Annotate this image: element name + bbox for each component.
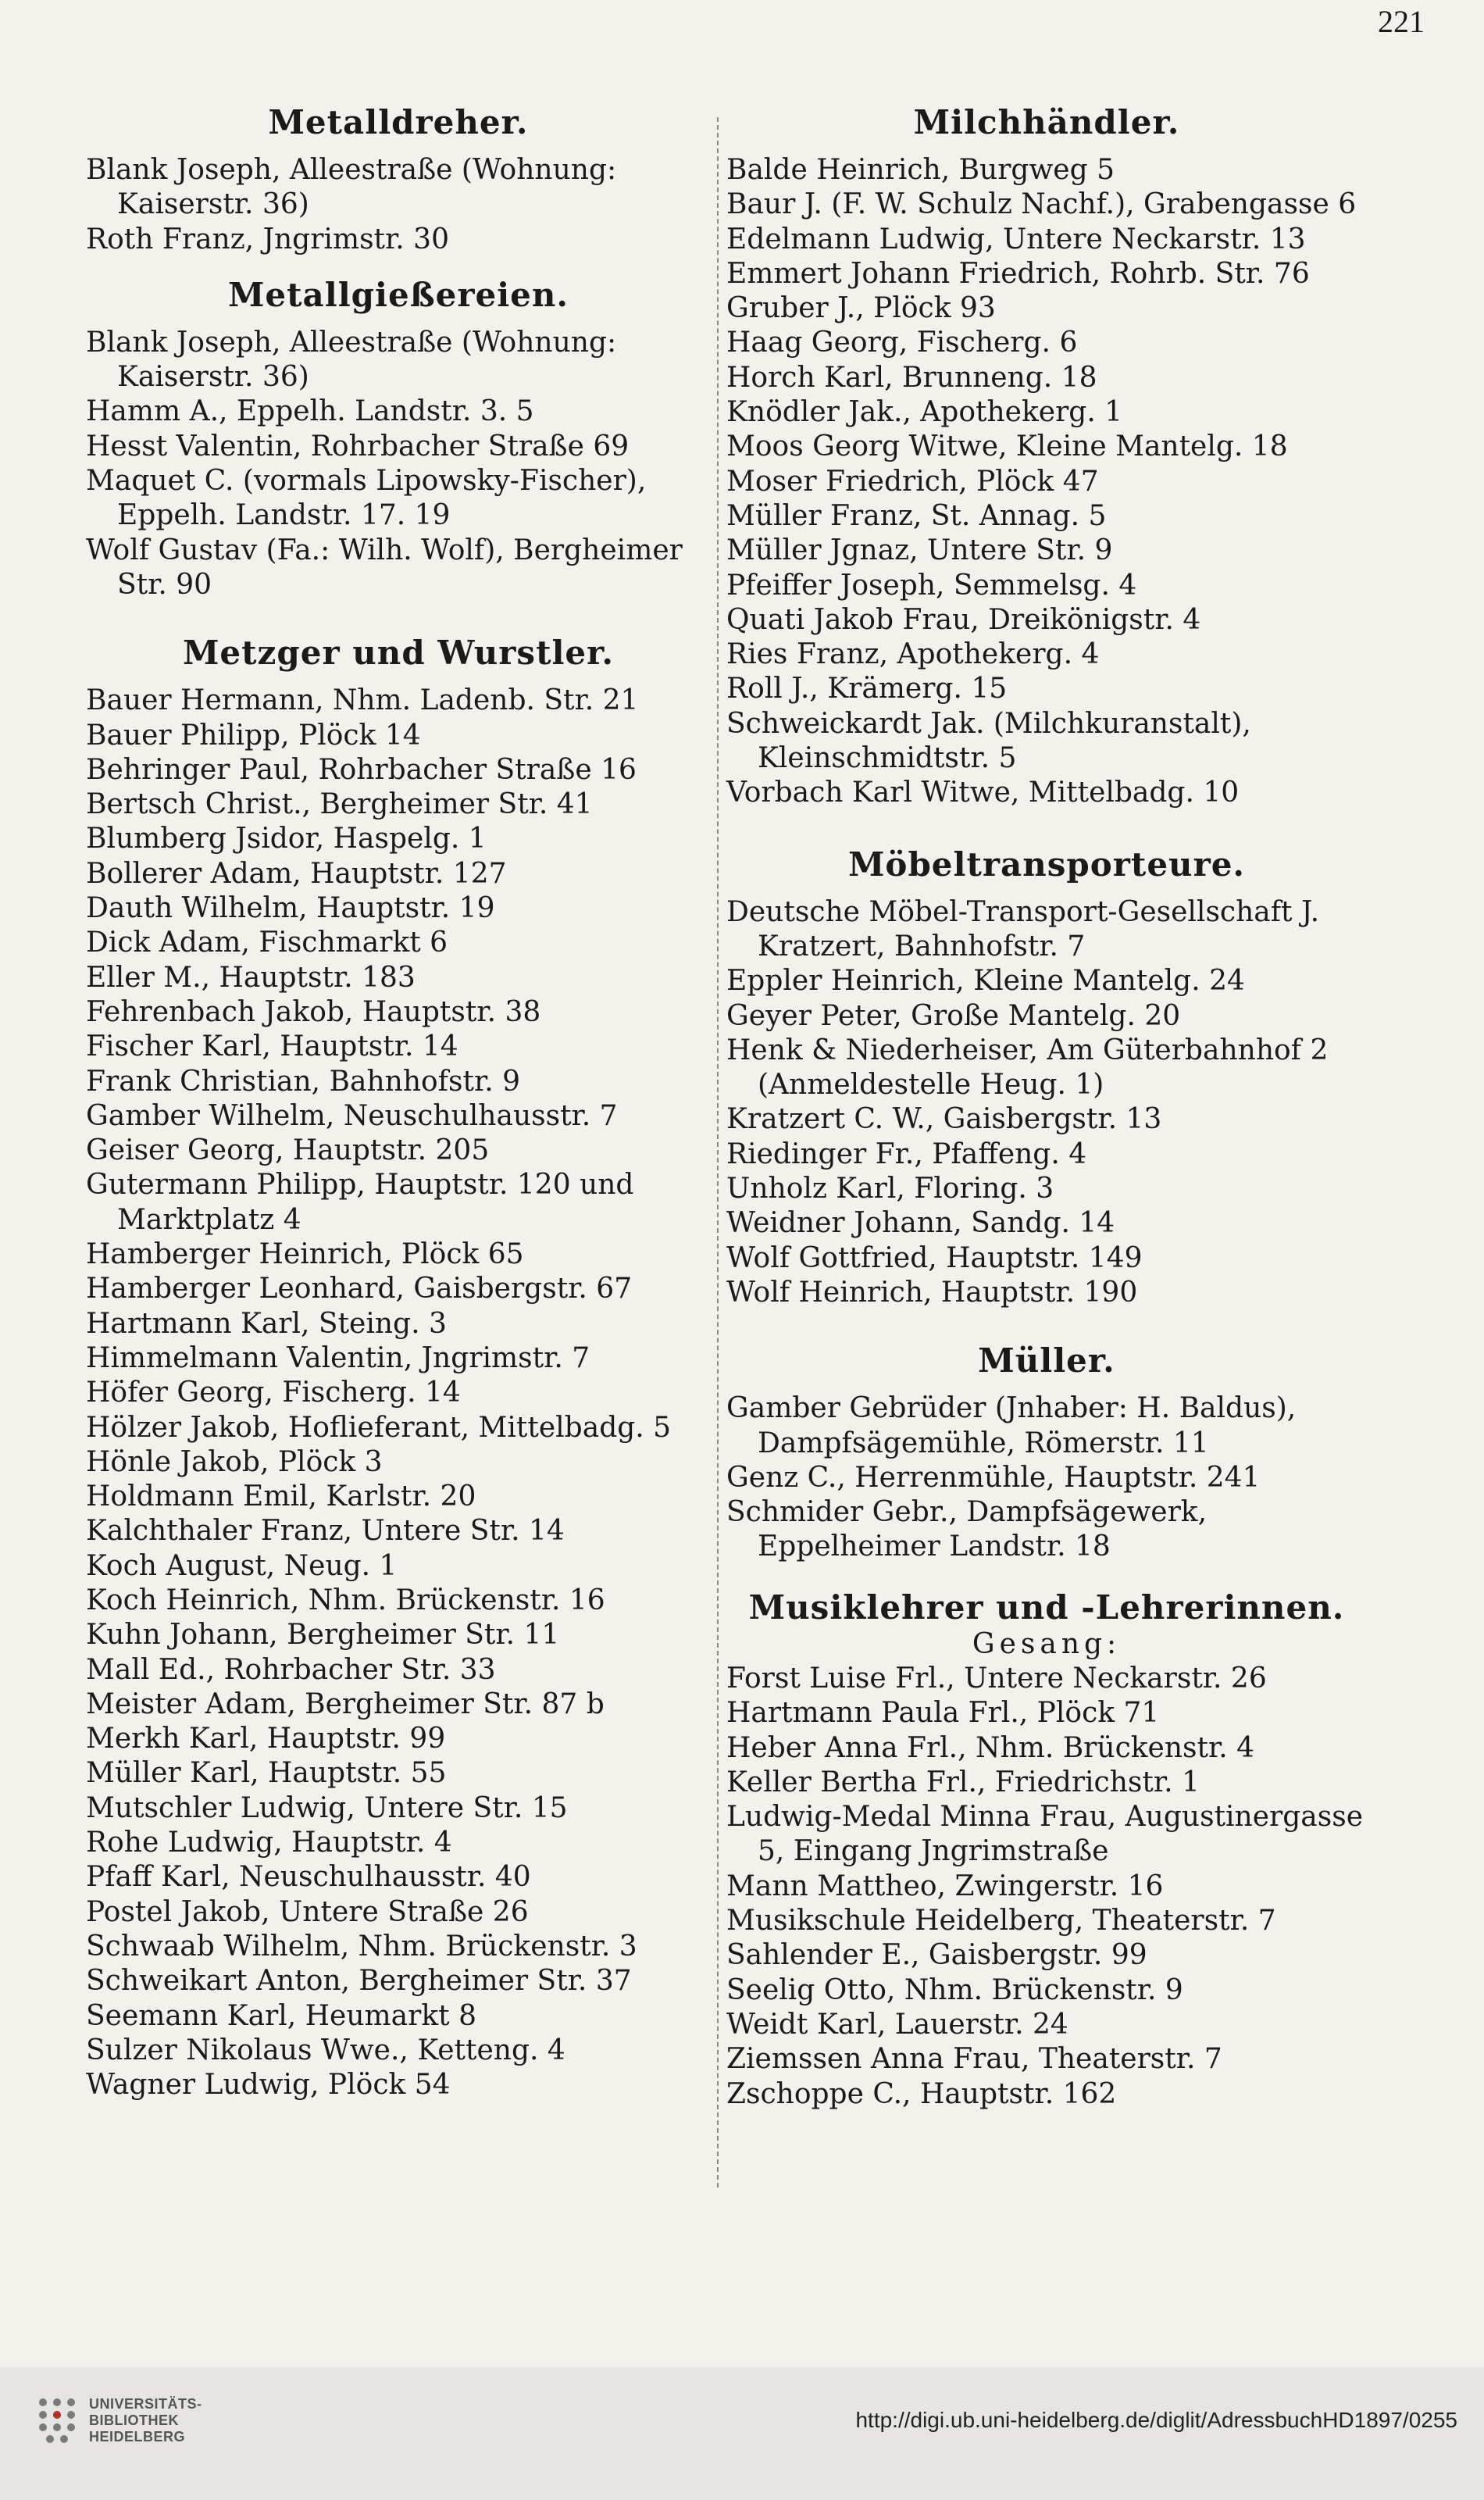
directory-entry: Blumberg Jsidor, Haspelg. 1 (86, 823, 487, 855)
directory-entry: Unholz Karl, Floring. 3 (726, 1173, 1054, 1205)
directory-entry: Blank Joseph, Alleestraße (Wohnung: Kaiserstr. 36) (86, 326, 617, 394)
left-column (86, 103, 711, 2102)
directory-entry: Moser Friedrich, Plöck 47 (726, 465, 1099, 498)
directory-entry: Hartmann Karl, Steing. 3 (86, 1307, 447, 1340)
directory-entry: Hamberger Heinrich, Plöck 65 (86, 1238, 524, 1271)
directory-entry: Seelig Otto, Nhm. Brückenstr. 9 (726, 1973, 1183, 2006)
directory-entry: Wolf Gottfried, Hauptstr. 149 (726, 1241, 1143, 1274)
directory-entry: Wolf Heinrich, Hauptstr. 190 (726, 1276, 1138, 1309)
directory-entry: Koch August, Neug. 1 (86, 1549, 398, 1582)
directory-entry: Roll J., Krämerg. 15 (726, 673, 1008, 705)
directory-entry: Wagner Ludwig, Plöck 54 (86, 2069, 451, 2102)
directory-entry: Bollerer Adam, Hauptstr. 127 (86, 857, 507, 890)
section (726, 103, 1367, 811)
directory-entry: Kalchthaler Franz, Untere Str. 14 (86, 1515, 565, 1548)
directory-entry: Quati Jakob Frau, Dreikönigstr. 4 (726, 603, 1201, 636)
directory-entry: Hölzer Jakob, Hoflieferant, Mittelbadg. 5 (86, 1411, 672, 1444)
footer-bar (0, 2367, 1484, 2500)
directory-entry: Bauer Hermann, Nhm. Ladenb. Str. 21 (86, 684, 639, 717)
directory-entry: Weidt Karl, Lauerstr. 24 (726, 2008, 1068, 2041)
library-name-line: UNIVERSITÄTS- (89, 2395, 202, 2412)
directory-entry: Dick Adam, Fischmarkt 6 (86, 927, 448, 959)
directory-entry: Edelmann Ludwig, Untere Neckarstr. 13 (726, 223, 1306, 255)
source-url[interactable]: http://digi.ub.uni-heidelberg.de/diglit/AdressbuchHD1897/0255 (855, 2408, 1457, 2432)
directory-entry: Vorbach Karl Witwe, Mittelbadg. 10 (726, 777, 1240, 809)
directory-entry: Knödler Jak., Apothekerg. 1 (726, 396, 1123, 429)
directory-entry: Schweickardt Jak. (Milchkuranstalt), Kleinschmidtstr. 5 (726, 707, 1251, 775)
directory-entry: Behringer Paul, Rohrbacher Straße 16 (86, 753, 637, 786)
directory-entry: Ziemssen Anna Frau, Theaterstr. 7 (726, 2043, 1222, 2076)
directory-entry: Haag Georg, Fischerg. 6 (726, 327, 1078, 359)
directory-entry: Fehrenbach Jakob, Hauptstr. 38 (86, 995, 541, 1028)
entry-list (726, 895, 1367, 1311)
section-title: Müller. (978, 1341, 1115, 1380)
section-title: Metalldreher. (268, 103, 529, 141)
directory-entry: Baur J. (F. W. Schulz Nachf.), Grabengasse 6 (726, 188, 1357, 221)
directory-entry: Gutermann Philipp, Hauptstr. 120 und Marktplatz 4 (86, 1169, 634, 1236)
directory-entry: Schmider Gebr., Dampfsägewerk, Eppelheimer Landstr. 18 (726, 1496, 1208, 1563)
directory-entry: Fischer Karl, Hauptstr. 14 (86, 1030, 458, 1063)
directory-entry: Gruber J., Plöck 93 (726, 292, 996, 325)
directory-entry: Höfer Georg, Fischerg. 14 (86, 1377, 461, 1409)
library-logo-icon (36, 2395, 78, 2445)
directory-entry: Ries Franz, Apothekerg. 4 (726, 638, 1100, 671)
library-logo (36, 2395, 202, 2445)
directory-entry: Eppler Heinrich, Kleine Mantelg. 24 (726, 965, 1245, 998)
section (726, 1588, 1367, 2112)
directory-entry: Bauer Philipp, Plöck 14 (86, 719, 421, 752)
directory-entry: Forst Luise Frl., Untere Neckarstr. 26 (726, 1662, 1267, 1695)
directory-entry: Mann Mattheo, Zwingerstr. 16 (726, 1870, 1164, 1902)
directory-entry: Maquet C. (vormals Lipowsky-Fischer), Eppelh. Landstr. 17. 19 (86, 465, 647, 532)
directory-entry: Moos Georg Witwe, Kleine Mantelg. 18 (726, 430, 1288, 463)
directory-entry: Blank Joseph, Alleestraße (Wohnung: Kaiserstr. 36) (86, 154, 617, 221)
directory-entry: Bertsch Christ., Bergheimer Str. 41 (86, 788, 593, 821)
section-title: Musiklehrer und -Lehrerinnen. (748, 1588, 1345, 1627)
page-number: 221 (1378, 4, 1425, 39)
entry-list (726, 153, 1367, 811)
directory-entry: Himmelmann Valentin, Jngrimstr. 7 (86, 1341, 590, 1374)
directory-entry: Pfeiffer Joseph, Semmelsg. 4 (726, 569, 1137, 602)
section (86, 634, 711, 2102)
directory-entry: Seemann Karl, Heumarkt 8 (86, 1999, 476, 2032)
directory-entry: Balde Heinrich, Burgweg 5 (726, 154, 1115, 186)
directory-entry: Müller Franz, St. Annag. 5 (726, 499, 1107, 532)
directory-entry: Rohe Ludwig, Hauptstr. 4 (86, 1827, 452, 1859)
directory-entry: Ludwig-Medal Minna Frau, Augustinergasse 5, Eingang Jngrimstraße (726, 1801, 1364, 1868)
directory-entry: Horch Karl, Brunneng. 18 (726, 361, 1097, 394)
directory-entry: Merkh Karl, Hauptstr. 99 (86, 1723, 446, 1755)
entry-list (86, 326, 711, 602)
directory-entry: Roth Franz, Jngrimstr. 30 (86, 223, 449, 255)
section-title: Milchhändler. (913, 103, 1180, 141)
directory-entry: Kratzert C. W., Gaisbergstr. 13 (726, 1103, 1162, 1136)
directory-entry: Weidner Johann, Sandg. 14 (726, 1207, 1115, 1240)
directory-entry: Müller Karl, Hauptstr. 55 (86, 1757, 447, 1790)
directory-entry: Frank Christian, Bahnhofstr. 9 (86, 1065, 520, 1098)
section (726, 1341, 1367, 1564)
directory-entry: Postel Jakob, Untere Straße 26 (86, 1895, 529, 1928)
directory-entry: Hönle Jakob, Plöck 3 (86, 1445, 383, 1478)
directory-entry: Pfaff Karl, Neuschulhausstr. 40 (86, 1861, 531, 1894)
directory-entry: Koch Heinrich, Nhm. Brückenstr. 16 (86, 1584, 605, 1616)
directory-entry: Dauth Wilhelm, Hauptstr. 19 (86, 892, 495, 925)
directory-entry: Müller Jgnaz, Untere Str. 9 (726, 534, 1113, 567)
directory-entry: Mutschler Ludwig, Untere Str. 15 (86, 1791, 568, 1824)
directory-entry: Hesst Valentin, Rohrbacher Straße 69 (86, 430, 630, 462)
entry-list (86, 153, 711, 257)
directory-entry: Sulzer Nikolaus Wwe., Ketteng. 4 (86, 2034, 565, 2066)
section (86, 276, 711, 602)
directory-entry: Mall Ed., Rohrbacher Str. 33 (86, 1653, 496, 1686)
directory-entry: Genz C., Herrenmühle, Hauptstr. 241 (726, 1461, 1261, 1494)
directory-entry: Kuhn Johann, Bergheimer Str. 11 (86, 1619, 560, 1652)
directory-entry: Meister Adam, Bergheimer Str. 87 b (86, 1688, 605, 1720)
directory-entry: Schwaab Wilhelm, Nhm. Brückenstr. 3 (86, 1930, 637, 1962)
directory-entry: Henk & Niederheiser, Am Güterbahnhof 2 (Anmeldestelle Heug. 1) (726, 1034, 1329, 1102)
directory-entry: Gamber Wilhelm, Neuschulhausstr. 7 (86, 1099, 618, 1132)
directory-entry: Hartmann Paula Frl., Plöck 71 (726, 1697, 1160, 1730)
directory-entry: Gamber Gebrüder (Jnhaber: H. Baldus), Dampfsägemühle, Römerstr. 11 (726, 1392, 1297, 1459)
directory-entry: Keller Bertha Frl., Friedrichstr. 1 (726, 1766, 1200, 1798)
directory-entry: Holdmann Emil, Karlstr. 20 (86, 1480, 476, 1513)
directory-entry: Geyer Peter, Große Mantelg. 20 (726, 999, 1181, 1032)
directory-entry: Geiser Georg, Hauptstr. 205 (86, 1134, 490, 1167)
directory-entry: Zschoppe C., Hauptstr. 162 (726, 2077, 1117, 2110)
directory-entry: Hamberger Leonhard, Gaisbergstr. 67 (86, 1273, 633, 1305)
directory-entry: Eller M., Hauptstr. 183 (86, 961, 416, 994)
directory-entry: Emmert Johann Friedrich, Rohrb. Str. 76 (726, 257, 1310, 290)
section-subtitle: Gesang: (972, 1627, 1122, 1660)
column-divider (717, 117, 719, 2188)
library-name (89, 2396, 202, 2445)
section-title: Metzger und Wurstler. (182, 634, 615, 673)
entry-list (726, 1391, 1367, 1564)
section (86, 103, 711, 257)
section-title: Möbeltransporteure. (847, 845, 1246, 884)
right-column (726, 103, 1367, 2112)
entry-list (86, 684, 711, 2102)
directory-entry: Deutsche Möbel-Transport-Gesellschaft J. Kratzert, Bahnhofstr. 7 (726, 895, 1320, 962)
section (726, 845, 1367, 1311)
entry-list (726, 1662, 1367, 2112)
directory-entry: Musikschule Heidelberg, Theaterstr. 7 (726, 1905, 1276, 1938)
directory-entry: Sahlender E., Gaisbergstr. 99 (726, 1939, 1147, 1972)
directory-entry: Riedinger Fr., Pfaffeng. 4 (726, 1138, 1087, 1170)
directory-entry: Wolf Gustav (Fa.: Wilh. Wolf), Bergheimer Str. 90 (86, 534, 683, 601)
section-title: Metallgießereien. (227, 275, 569, 314)
library-name-line: HEIDELBERG (89, 2428, 186, 2445)
directory-entry: Schweikart Anton, Bergheimer Str. 37 (86, 1965, 632, 1998)
directory-entry: Heber Anna Frl., Nhm. Brückenstr. 4 (726, 1731, 1255, 1764)
directory-entry: Hamm A., Eppelh. Landstr. 3. 5 (86, 395, 534, 428)
library-name-line: BIBLIOTHEK (89, 2412, 179, 2428)
